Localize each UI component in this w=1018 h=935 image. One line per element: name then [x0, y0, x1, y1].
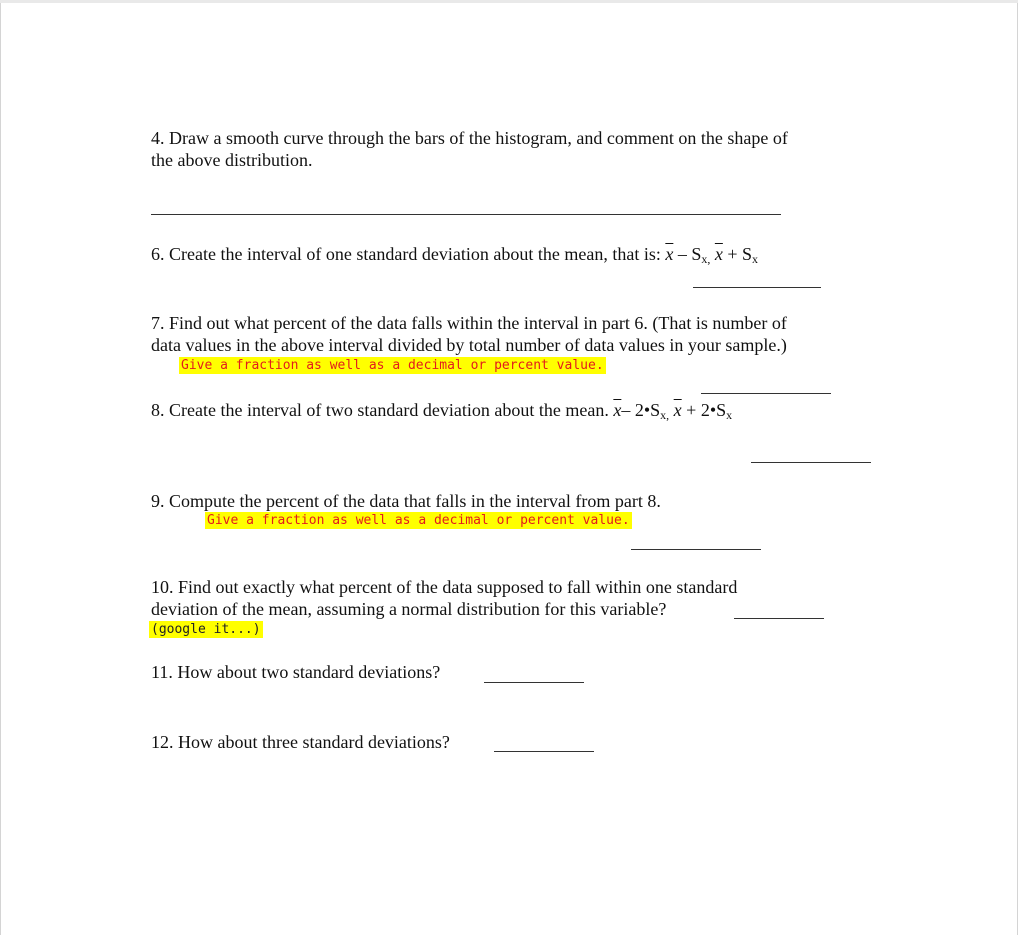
question-12-text: 12. How about three standard deviations?	[151, 732, 450, 752]
question-10-line-1: 10. Find out exactly what percent of the data supposed to fall within one standard	[151, 577, 738, 597]
question-10-line-2: deviation of the mean, assuming a normal distribution for this variable?	[151, 599, 667, 619]
x-bar-symbol: $\overline{x}$	[613, 400, 622, 420]
document-page	[0, 3, 1018, 935]
question-12-answer-line[interactable]	[494, 751, 594, 752]
question-8-text: 8. Create the interval of two standard deviation about the mean. $\overline{x}-$ $2•S_{x,}$ $\overline{x}$ + $2•S_x$	[151, 400, 733, 422]
x-bar-symbol: $\overline{x}$	[714, 244, 723, 264]
question-4-line-1: 4. Draw a smooth curve through the bars of the histogram, and comment on the shape of	[151, 128, 788, 148]
question-10-handwritten-note: (google it...)	[151, 622, 261, 637]
question-4-line-2: the above distribution.	[151, 150, 313, 170]
question-6-text: 6. Create the interval of one standard deviation about the mean, that is: $\overline{x} - S_{x,}$ $\overline{x} + S_x$	[151, 244, 759, 266]
question-7-line-1: 7. Find out what percent of the data falls within the interval in part 6. (That is number of	[151, 313, 787, 333]
x-bar-symbol: $\overline{x}$	[665, 244, 674, 264]
question-9-text: 9. Compute the percent of the data that falls in the interval from part 8.	[151, 491, 661, 511]
question-8-answer-line[interactable]	[751, 462, 871, 463]
question-9-answer-line[interactable]	[631, 549, 761, 550]
question-11-text: 11. How about two standard deviations?	[151, 662, 441, 682]
x-bar-symbol: $\overline{x}$	[673, 400, 682, 420]
question-6-answer-line[interactable]	[693, 287, 821, 288]
question-7-answer-line[interactable]	[701, 393, 831, 394]
question-10-answer-line[interactable]	[734, 618, 824, 619]
question-4-answer-line[interactable]	[151, 214, 781, 215]
question-9-handwritten-note: Give a fraction as well as a decimal or percent value.	[207, 513, 630, 528]
question-11-answer-line[interactable]	[484, 682, 584, 683]
question-7-handwritten-note: Give a fraction as well as a decimal or percent value.	[181, 358, 604, 373]
question-7-line-2: data values in the above interval divided by total number of data values in your sample.)	[151, 335, 787, 355]
